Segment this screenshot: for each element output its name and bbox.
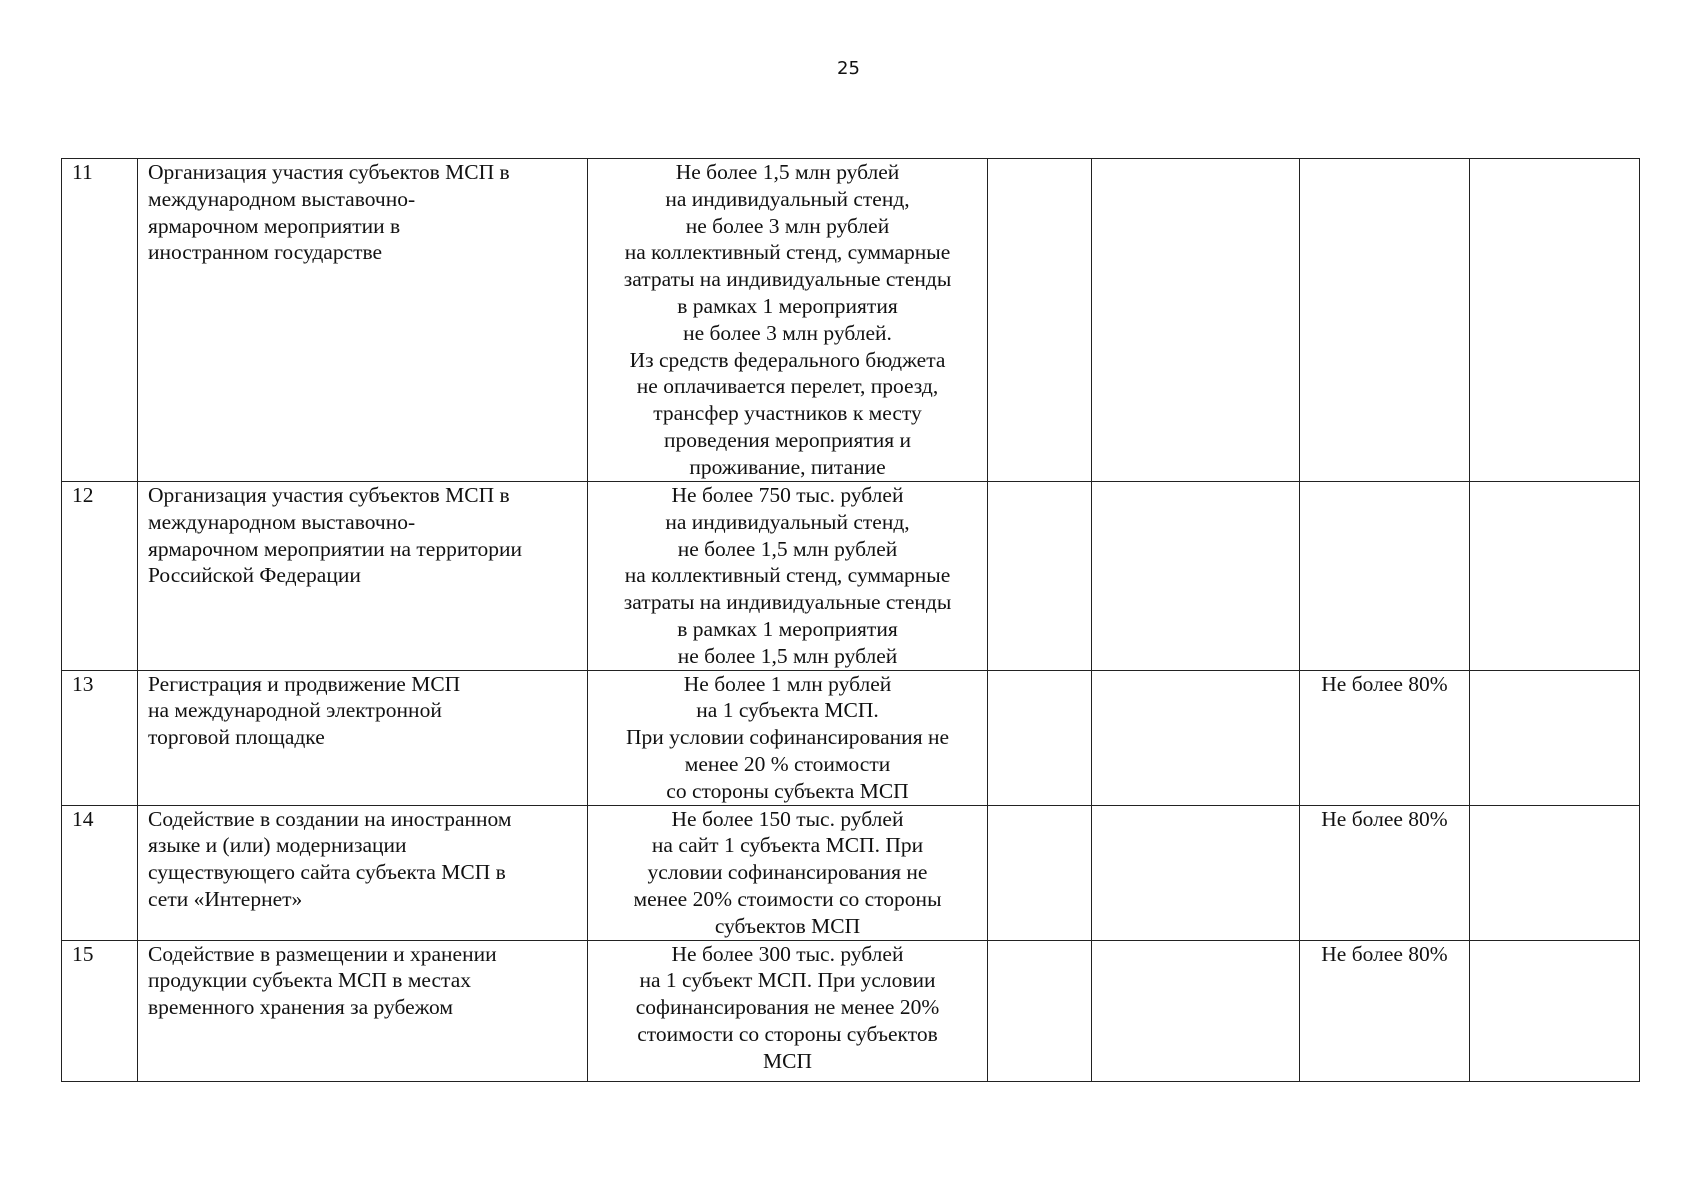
support-conditions-line: При условии софинансирования не	[625, 725, 950, 750]
support-conditions-line: Не более 1,5 млн рублей	[675, 160, 900, 184]
cofinancing-share	[1300, 159, 1470, 482]
support-conditions	[588, 940, 988, 1081]
support-conditions-line: на коллективный стенд, суммарные	[624, 240, 951, 265]
support-conditions-line: проживание, питание	[689, 454, 886, 479]
support-conditions-line: в рамках 1 мероприятия	[677, 616, 898, 641]
empty-cell	[1470, 940, 1640, 1081]
support-conditions-line: трансфер участников к месту	[653, 401, 922, 426]
support-conditions-line: не более 3 млн рублей	[685, 213, 890, 238]
support-conditions-line: не оплачивается перелет, проезд,	[636, 374, 939, 399]
support-conditions-line: Не более 150 тыс. рублей	[671, 806, 904, 831]
support-conditions	[588, 670, 988, 805]
measure-name-line: международном выставочно-	[148, 509, 416, 534]
support-conditions-line: не более 1,5 млн рублей	[677, 643, 898, 668]
support-conditions-line: в рамках 1 мероприятия	[677, 293, 898, 318]
support-conditions-line: Из средств федерального бюджета	[629, 347, 946, 372]
measure-name-line: Регистрация и продвижение МСП	[148, 671, 461, 696]
measure-name-line: ярмарочном мероприятии на территории	[148, 536, 522, 561]
measure-name-line: Организация участия субъектов МСП в	[148, 160, 510, 184]
empty-cell	[988, 670, 1092, 805]
cofinancing-share-text: Не более 80%	[1321, 941, 1448, 966]
table-row	[62, 482, 1640, 671]
measures-table	[61, 158, 1640, 1082]
support-conditions-line: на сайт 1 субъекта МСП. При	[651, 833, 924, 858]
measure-name-line: Российской Федерации	[148, 563, 361, 588]
support-conditions-line: проведения мероприятия и	[663, 427, 912, 452]
measure-name	[138, 805, 588, 940]
row-number	[62, 482, 138, 671]
support-conditions	[588, 805, 988, 940]
empty-cell	[988, 482, 1092, 671]
measure-name-line: международном выставочно-	[148, 186, 416, 211]
empty-cell	[1092, 670, 1300, 805]
support-conditions-line: менее 20 % стоимости	[684, 751, 891, 776]
support-conditions	[588, 482, 988, 671]
empty-cell	[1092, 940, 1300, 1081]
cofinancing-share-text: Не более 80%	[1321, 806, 1448, 831]
empty-cell	[1092, 805, 1300, 940]
measure-name-line: существующего сайта субъекта МСП в	[148, 860, 506, 885]
support-conditions-line: Не более 1 млн рублей	[683, 671, 892, 696]
support-conditions-line: на 1 субъекта МСП.	[696, 698, 879, 723]
measure-name	[138, 940, 588, 1081]
empty-cell	[988, 159, 1092, 482]
support-conditions-line: на коллективный стенд, суммарные	[624, 563, 951, 588]
measure-name	[138, 159, 588, 482]
cofinancing-share	[1300, 940, 1470, 1081]
support-conditions-line: затраты на индивидуальные стенды	[623, 590, 952, 615]
support-conditions-line: МСП	[763, 1048, 812, 1073]
table-row	[62, 805, 1640, 940]
measure-name-line: Организация участия субъектов МСП в	[148, 483, 510, 507]
support-conditions-line: на индивидуальный стенд,	[665, 509, 910, 534]
row-number	[62, 159, 138, 482]
table-row	[62, 670, 1640, 805]
table-row	[62, 159, 1640, 482]
measure-name-line: языке и (или) модернизации	[148, 833, 407, 858]
support-conditions-line: не более 3 млн рублей.	[683, 320, 892, 345]
measure-name-line: на международной электронной	[148, 698, 442, 723]
row-number-text: 14	[72, 806, 94, 831]
measure-name-line: продукции субъекта МСП в местах	[148, 968, 472, 993]
measure-name	[138, 482, 588, 671]
empty-cell	[1470, 159, 1640, 482]
support-conditions	[588, 159, 988, 482]
empty-cell	[1470, 482, 1640, 671]
support-conditions-line: стоимости со стороны субъектов	[637, 1021, 938, 1046]
cofinancing-share	[1300, 670, 1470, 805]
row-number	[62, 805, 138, 940]
empty-cell	[1092, 482, 1300, 671]
row-number-text: 15	[72, 941, 94, 966]
support-conditions-line: софинансирования не менее 20%	[635, 995, 940, 1020]
row-number	[62, 940, 138, 1081]
support-conditions-line: на индивидуальный стенд,	[665, 186, 910, 211]
row-number-text: 13	[72, 671, 94, 696]
support-conditions-line: со стороны субъекта МСП	[666, 778, 909, 803]
support-conditions-line: условии софинансирования не	[647, 860, 928, 885]
row-number-text: 12	[72, 483, 94, 507]
support-conditions-line: на 1 субъект МСП. При условии	[639, 968, 936, 993]
measure-name-line: иностранном государстве	[148, 240, 383, 265]
support-conditions-line: менее 20% стоимости со стороны	[633, 886, 942, 911]
support-conditions-line: не более 1,5 млн рублей	[677, 536, 898, 561]
empty-cell	[1470, 670, 1640, 805]
measure-name-line: Содействие в размещении и хранении	[148, 941, 497, 966]
empty-cell	[1470, 805, 1640, 940]
row-number	[62, 670, 138, 805]
measure-name-line: ярмарочном мероприятии в	[148, 213, 401, 238]
measure-name-line: сети «Интернет»	[148, 886, 303, 911]
table-row	[62, 940, 1640, 1081]
support-conditions-line: затраты на индивидуальные стенды	[623, 267, 952, 292]
empty-cell	[988, 805, 1092, 940]
support-conditions-line: субъектов МСП	[714, 913, 861, 938]
cofinancing-share	[1300, 482, 1470, 671]
row-number-text: 11	[72, 160, 93, 184]
cofinancing-share	[1300, 805, 1470, 940]
measure-name	[138, 670, 588, 805]
empty-cell	[988, 940, 1092, 1081]
measure-name-line: временного хранения за рубежом	[148, 995, 453, 1020]
empty-cell	[1092, 159, 1300, 482]
measure-name-line: Содействие в создании на иностранном	[148, 806, 512, 831]
support-conditions-line: Не более 300 тыс. рублей	[671, 941, 904, 966]
support-conditions-line: Не более 750 тыс. рублей	[671, 483, 904, 507]
cofinancing-share-text: Не более 80%	[1321, 671, 1448, 696]
measure-name-line: торговой площадке	[148, 725, 325, 750]
page-number: 25	[837, 58, 860, 79]
